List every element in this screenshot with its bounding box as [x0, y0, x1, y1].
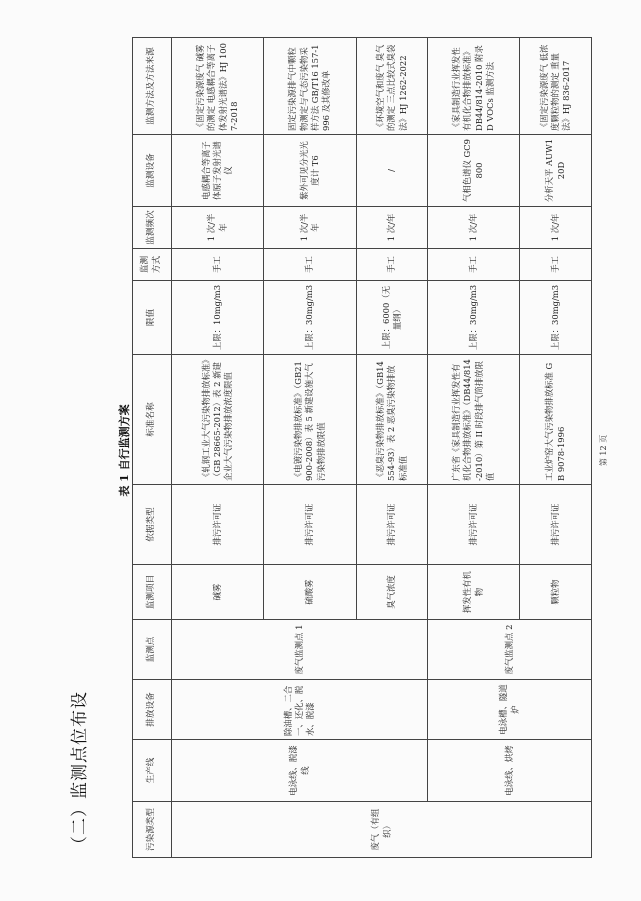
basis-cell: 排污许可证 [172, 485, 264, 565]
table-header-row [133, 38, 172, 858]
device-cell: 紫外可见分光光度计 T6 [264, 135, 356, 207]
equipment-cell: 电泳槽、隧道炉 [428, 680, 592, 740]
basis-cell: 排污许可证 [264, 485, 356, 565]
line-cell: 电泳线、烘烤 [428, 740, 592, 802]
point-cell: 废气监测点 1 [172, 620, 428, 680]
col-header-line: 生产线 [133, 740, 172, 802]
col-header-device: 监测设备 [133, 135, 172, 207]
frequency-cell: 1 次/半年 [264, 207, 356, 249]
mode-cell: 手工 [520, 249, 592, 281]
mode-cell: 手工 [172, 249, 264, 281]
mode-cell: 手工 [356, 249, 428, 281]
item-cell: 臭气浓度 [356, 565, 428, 620]
col-header-mode: 监测方式 [133, 249, 172, 281]
method-cell: 《固定污染源废气 低浓度颗粒物的测定 重量法》HJ 836-2017 [520, 38, 592, 135]
item-cell: 碱雾 [172, 565, 264, 620]
method-cell: 固定污染源排气中颗粒物测定与气态污染物采样方法 GB/T16 157-1996 及其修改单 [264, 38, 356, 135]
limit-cell: 上限：30mg/m3 [264, 281, 356, 355]
col-header-point: 监测点 [133, 620, 172, 680]
limit-cell: 上限：6000（无量纲） [356, 281, 428, 355]
item-cell: 硫酸雾 [264, 565, 356, 620]
line-cell: 电泳线、脱漆线 [172, 740, 428, 802]
standard-cell: 广东省《家具制造行业挥发性有机化合物排放标准》（DB44/814-2010）第 II 时段排气筒排放限值 [428, 355, 520, 485]
point-cell: 废气监测点 2 [428, 620, 592, 680]
monitoring-table [132, 37, 592, 858]
basis-cell: 排污许可证 [356, 485, 428, 565]
frequency-cell: 1 次/年 [428, 207, 520, 249]
method-cell: 《家具制造行业挥发性有机化合物排放标准》DB44/814-2010 附录 D VOCs 监测方法 [428, 38, 520, 135]
limit-cell: 上限：30mg/m3 [428, 281, 520, 355]
standard-cell: 《电镀污染物排放标准》（GB21900-2008）表 5 新建设施大气污染物排放限值 [264, 355, 356, 485]
device-cell: 分析天平 AUW120D [520, 135, 592, 207]
col-header-frequency: 监测频次 [133, 207, 172, 249]
limit-cell: 上限：10mg/m3 [172, 281, 264, 355]
item-cell: 挥发性有机物 [428, 565, 520, 620]
method-cell: 《固定污染源废气 碱雾的测定 电感耦合等离子体发射光谱法》HJ 1007-2018 [172, 38, 264, 135]
table-row [428, 38, 520, 858]
col-header-method: 监测方法及方法来源 [133, 38, 172, 135]
basis-cell: 排污许可证 [428, 485, 520, 565]
col-header-standard: 标准名称 [133, 355, 172, 485]
method-cell: 《环境空气和废气 臭气的测定 三点比较式臭袋法》HJ 1262-2022 [356, 38, 428, 135]
table-row [172, 38, 264, 858]
mode-cell: 手工 [264, 249, 356, 281]
col-header-limit: 限值 [133, 281, 172, 355]
limit-cell: 上限：30mg/m3 [520, 281, 592, 355]
basis-cell: 排污许可证 [520, 485, 592, 565]
page-number: 第 12 页 [599, 434, 608, 467]
mode-cell: 手工 [428, 249, 520, 281]
source-type-cell: 废气（有组织） [172, 802, 592, 858]
table-caption: 表 1 自行监测方案 [118, 404, 131, 497]
standard-cell: 工业炉窑大气污染物排放标准 GB 9078-1996 [520, 355, 592, 485]
standard-cell: 《恶臭污染物排放标准》（GB14554-93）表 2 恶臭污染物排放标准值 [356, 355, 428, 485]
col-header-item: 监测项目 [133, 565, 172, 620]
frequency-cell: 1 次/半年 [172, 207, 264, 249]
device-cell: / [356, 135, 428, 207]
item-cell: 颗粒物 [520, 565, 592, 620]
col-header-equipment: 排放设备 [133, 680, 172, 740]
device-cell: 电感耦合等离子体原子发射光谱仪 [172, 135, 264, 207]
standard-cell: 《轧钢工业大气污染物排放标准》（GB 28665-2012）表 2 新建企业大气污染物排放浓度限值 [172, 355, 264, 485]
col-header-source-type: 污染源类型 [133, 802, 172, 858]
col-header-basis: 依据类型 [133, 485, 172, 565]
section-heading: （二）监测点位布设 [70, 691, 90, 853]
device-cell: 气相色谱仪 GC9800 [428, 135, 520, 207]
frequency-cell: 1 次/年 [356, 207, 428, 249]
frequency-cell: 1 次/年 [520, 207, 592, 249]
equipment-cell: 除油槽、二合一、还化、脱水、脱漆 [172, 680, 428, 740]
